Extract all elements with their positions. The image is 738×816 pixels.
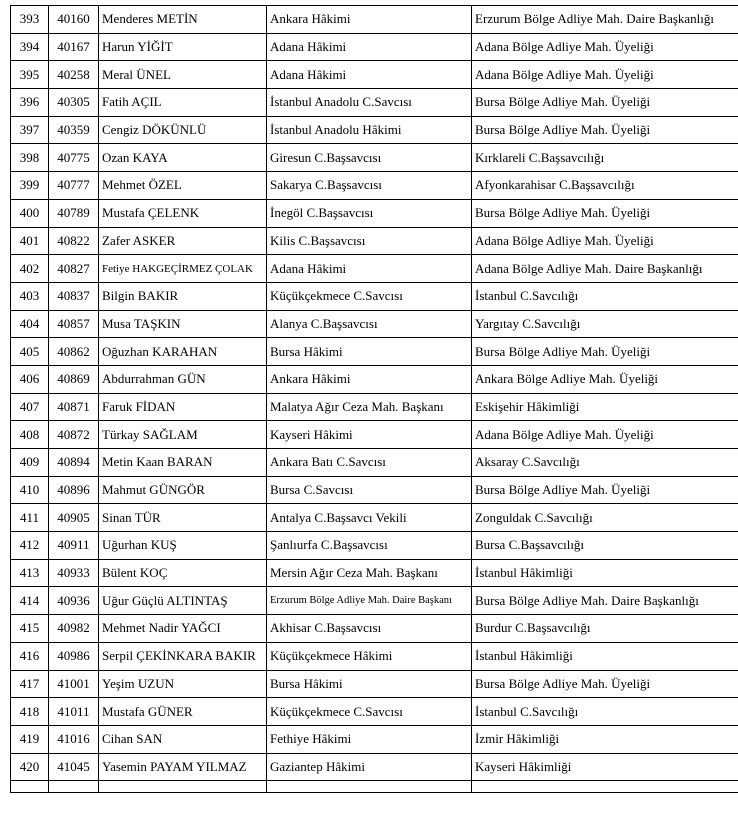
full-name: Serpil ÇEKİNKARA BAKIR (99, 642, 267, 670)
registry-number: 40986 (49, 642, 99, 670)
registry-number: 41011 (49, 698, 99, 726)
new-position: Bursa Bölge Adliye Mah. Üyeliği (472, 116, 738, 144)
full-name: Yeşim UZUN (99, 670, 267, 698)
table-row (11, 199, 738, 227)
table-row (11, 615, 738, 643)
current-position: Adana Hâkimi (267, 255, 472, 283)
full-name: Harun YİĞİT (99, 33, 267, 61)
new-position: Bursa C.Başsavcılığı (472, 532, 738, 560)
registry-number: 40258 (49, 61, 99, 89)
current-position: Antalya C.Başsavcı Vekili (267, 504, 472, 532)
new-position: Erzurum Bölge Adliye Mah. Daire Başkanlığı (472, 6, 738, 34)
registry-number: 40982 (49, 615, 99, 643)
empty-cell (472, 781, 738, 793)
registry-number: 41016 (49, 725, 99, 753)
new-position: Burdur C.Başsavcılığı (472, 615, 738, 643)
full-name: Uğur Güçlü ALTINTAŞ (99, 587, 267, 615)
row-number: 415 (11, 615, 49, 643)
registry-number: 41045 (49, 753, 99, 781)
table-row (11, 532, 738, 560)
full-name: Uğurhan KUŞ (99, 532, 267, 560)
row-number: 410 (11, 476, 49, 504)
row-number: 407 (11, 393, 49, 421)
current-position: Akhisar C.Başsavcısı (267, 615, 472, 643)
full-name: Türkay SAĞLAM (99, 421, 267, 449)
full-name: Zafer ASKER (99, 227, 267, 255)
registry-number: 40789 (49, 199, 99, 227)
new-position: Adana Bölge Adliye Mah. Daire Başkanlığı (472, 255, 738, 283)
table-row (11, 365, 738, 393)
current-position: Bursa Hâkimi (267, 338, 472, 366)
full-name: Yasemin PAYAM YILMAZ (99, 753, 267, 781)
new-position: Adana Bölge Adliye Mah. Üyeliği (472, 33, 738, 61)
row-number: 412 (11, 532, 49, 560)
table-row (11, 725, 738, 753)
registry-number: 41001 (49, 670, 99, 698)
row-number: 418 (11, 698, 49, 726)
table-row (11, 310, 738, 338)
full-name: Faruk FİDAN (99, 393, 267, 421)
full-name: Mahmut GÜNGÖR (99, 476, 267, 504)
current-position: Ankara Hâkimi (267, 6, 472, 34)
row-number: 399 (11, 172, 49, 200)
current-position: Sakarya C.Başsavcısı (267, 172, 472, 200)
new-position: İzmir Hâkimliği (472, 725, 738, 753)
current-position: İstanbul Anadolu Hâkimi (267, 116, 472, 144)
registry-number: 40857 (49, 310, 99, 338)
new-position: Adana Bölge Adliye Mah. Üyeliği (472, 61, 738, 89)
full-name: Oğuzhan KARAHAN (99, 338, 267, 366)
new-position: Bursa Bölge Adliye Mah. Üyeliği (472, 670, 738, 698)
registry-number: 40827 (49, 255, 99, 283)
table-row (11, 421, 738, 449)
registry-number: 40822 (49, 227, 99, 255)
new-position: Bursa Bölge Adliye Mah. Üyeliği (472, 476, 738, 504)
table-row (11, 559, 738, 587)
new-position: Aksaray C.Savcılığı (472, 449, 738, 477)
new-position: Kayseri Hâkimliği (472, 753, 738, 781)
row-number: 404 (11, 310, 49, 338)
registry-number: 40872 (49, 421, 99, 449)
table-row (11, 338, 738, 366)
registry-number: 40775 (49, 144, 99, 172)
current-position: Mersin Ağır Ceza Mah. Başkanı (267, 559, 472, 587)
new-position: Yargıtay C.Savcılığı (472, 310, 738, 338)
row-number: 393 (11, 6, 49, 34)
full-name: Mustafa ÇELENK (99, 199, 267, 227)
registry-number: 40160 (49, 6, 99, 34)
row-number: 400 (11, 199, 49, 227)
full-name: Bülent KOÇ (99, 559, 267, 587)
table-row (11, 393, 738, 421)
full-name: Bilgin BAKIR (99, 282, 267, 310)
registry-number: 40869 (49, 365, 99, 393)
full-name: Metin Kaan BARAN (99, 449, 267, 477)
empty-cell (11, 781, 49, 793)
table-row (11, 449, 738, 477)
full-name: Musa TAŞKIN (99, 310, 267, 338)
row-number: 405 (11, 338, 49, 366)
table-row (11, 670, 738, 698)
current-position: Küçükçekmece C.Savcısı (267, 698, 472, 726)
current-position: Fethiye Hâkimi (267, 725, 472, 753)
full-name: Cihan SAN (99, 725, 267, 753)
row-number: 401 (11, 227, 49, 255)
current-position: Malatya Ağır Ceza Mah. Başkanı (267, 393, 472, 421)
empty-cell (99, 781, 267, 793)
new-position: Bursa Bölge Adliye Mah. Üyeliği (472, 89, 738, 117)
table-row (11, 116, 738, 144)
row-number: 406 (11, 365, 49, 393)
row-number: 417 (11, 670, 49, 698)
full-name: Mustafa GÜNER (99, 698, 267, 726)
row-number: 398 (11, 144, 49, 172)
full-name: Mehmet Nadir YAĞCI (99, 615, 267, 643)
table-row (11, 144, 738, 172)
full-name: Mehmet ÖZEL (99, 172, 267, 200)
full-name: Abdurrahman GÜN (99, 365, 267, 393)
empty-cell (49, 781, 99, 793)
current-position: Kilis C.Başsavcısı (267, 227, 472, 255)
current-position: Ankara Hâkimi (267, 365, 472, 393)
table-row (11, 504, 738, 532)
table-row (11, 227, 738, 255)
current-position: Ankara Batı C.Savcısı (267, 449, 472, 477)
row-number: 411 (11, 504, 49, 532)
new-position: İstanbul Hâkimliği (472, 642, 738, 670)
registry-number: 40871 (49, 393, 99, 421)
row-number: 420 (11, 753, 49, 781)
new-position: Adana Bölge Adliye Mah. Üyeliği (472, 227, 738, 255)
current-position: Erzurum Bölge Adliye Mah. Daire Başkanı (267, 587, 472, 615)
current-position: Adana Hâkimi (267, 61, 472, 89)
registry-number: 40933 (49, 559, 99, 587)
table-row (11, 255, 738, 283)
appointment-table (10, 5, 738, 793)
table-row (11, 89, 738, 117)
full-name: Ozan KAYA (99, 144, 267, 172)
full-name: Fetiye HAKGEÇİRMEZ ÇOLAK (99, 255, 267, 283)
row-number: 395 (11, 61, 49, 89)
table-row (11, 172, 738, 200)
current-position: Şanlıurfa C.Başsavcısı (267, 532, 472, 560)
registry-number: 40167 (49, 33, 99, 61)
table-row (11, 753, 738, 781)
current-position: Giresun C.Başsavcısı (267, 144, 472, 172)
new-position: Bursa Bölge Adliye Mah. Üyeliği (472, 338, 738, 366)
full-name: Cengiz DÖKÜNLÜ (99, 116, 267, 144)
new-position: Kırklareli C.Başsavcılığı (472, 144, 738, 172)
new-position: İstanbul C.Savcılığı (472, 698, 738, 726)
row-number: 416 (11, 642, 49, 670)
empty-cell (267, 781, 472, 793)
registry-number: 40905 (49, 504, 99, 532)
current-position: İnegöl C.Başsavcısı (267, 199, 472, 227)
current-position: Küçükçekmece C.Savcısı (267, 282, 472, 310)
current-position: İstanbul Anadolu C.Savcısı (267, 89, 472, 117)
current-position: Bursa C.Savcısı (267, 476, 472, 504)
row-number: 419 (11, 725, 49, 753)
registry-number: 40911 (49, 532, 99, 560)
new-position: Ankara Bölge Adliye Mah. Üyeliği (472, 365, 738, 393)
row-number: 397 (11, 116, 49, 144)
table-body (11, 6, 738, 793)
registry-number: 40837 (49, 282, 99, 310)
current-position: Alanya C.Başsavcısı (267, 310, 472, 338)
current-position: Gaziantep Hâkimi (267, 753, 472, 781)
row-number: 394 (11, 33, 49, 61)
row-number: 409 (11, 449, 49, 477)
table-row (11, 698, 738, 726)
current-position: Adana Hâkimi (267, 33, 472, 61)
new-position: İstanbul Hâkimliği (472, 559, 738, 587)
table-row (11, 587, 738, 615)
registry-number: 40777 (49, 172, 99, 200)
registry-number: 40896 (49, 476, 99, 504)
new-position: Zonguldak C.Savcılığı (472, 504, 738, 532)
table-row (11, 642, 738, 670)
new-position: Bursa Bölge Adliye Mah. Daire Başkanlığı (472, 587, 738, 615)
table-row (11, 6, 738, 34)
full-name: Sinan TÜR (99, 504, 267, 532)
row-number: 403 (11, 282, 49, 310)
table-row (11, 476, 738, 504)
row-number: 413 (11, 559, 49, 587)
table-row (11, 33, 738, 61)
new-position: Eskişehir Hâkimliği (472, 393, 738, 421)
new-position: Afyonkarahisar C.Başsavcılığı (472, 172, 738, 200)
current-position: Küçükçekmece Hâkimi (267, 642, 472, 670)
registry-number: 40936 (49, 587, 99, 615)
row-number: 408 (11, 421, 49, 449)
registry-number: 40894 (49, 449, 99, 477)
new-position: Bursa Bölge Adliye Mah. Üyeliği (472, 199, 738, 227)
table-row-partial (11, 781, 738, 793)
current-position: Kayseri Hâkimi (267, 421, 472, 449)
row-number: 402 (11, 255, 49, 283)
registry-number: 40359 (49, 116, 99, 144)
table-row (11, 61, 738, 89)
new-position: İstanbul C.Savcılığı (472, 282, 738, 310)
registry-number: 40862 (49, 338, 99, 366)
full-name: Fatih AÇIL (99, 89, 267, 117)
row-number: 414 (11, 587, 49, 615)
row-number: 396 (11, 89, 49, 117)
table-row (11, 282, 738, 310)
full-name: Meral ÜNEL (99, 61, 267, 89)
registry-number: 40305 (49, 89, 99, 117)
current-position: Bursa Hâkimi (267, 670, 472, 698)
new-position: Adana Bölge Adliye Mah. Üyeliği (472, 421, 738, 449)
full-name: Menderes METİN (99, 6, 267, 34)
